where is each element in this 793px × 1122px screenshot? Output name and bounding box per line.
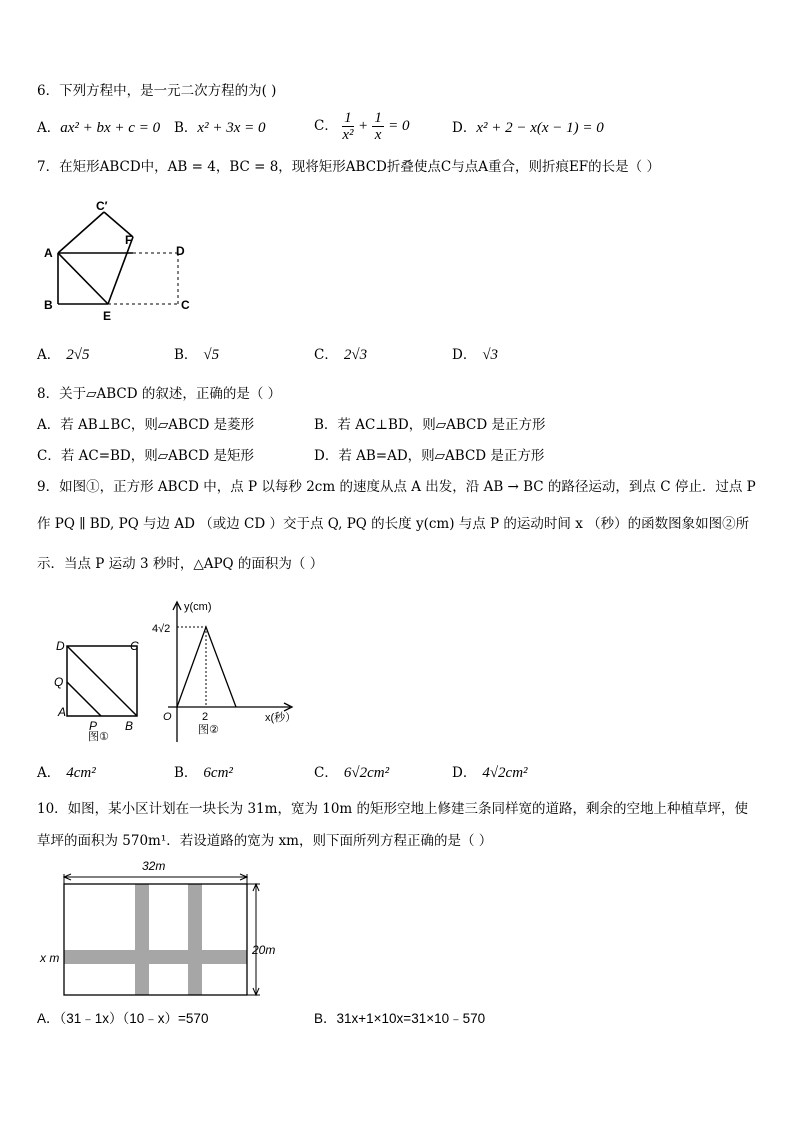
q6-option-c-fraction-2: $\frac{1}{x}$ <box>374 110 382 143</box>
q9-line-1: 9．如图①，正方形 ABCD 中，点 P 以每秒 2cm 的速度从点 A 出发，沿 AB → BC 的路径运动，到点 C 停止．过点 P <box>37 479 756 495</box>
q7-label-d: D <box>176 244 185 258</box>
q9-fig2-origin: O <box>163 711 172 723</box>
q9-fig2-xtick: 2 <box>202 711 209 723</box>
q9-option-b: B． 6cm² <box>174 765 233 781</box>
q9-figure-1 <box>50 636 148 742</box>
q7-stem: 7．在矩形ABCD中，AB = 4，BC = 8，现将矩形ABCD折叠使点C与点A重合，则折痕EF的长是（ ） <box>37 159 660 175</box>
q6-option-d-label: D． <box>452 120 477 136</box>
q10-option-b: B．31x+1×10x=31×10﹣570 <box>314 1011 486 1026</box>
q6-stem: 6．下列方程中，是一元二次方程的为( ) <box>37 83 277 99</box>
q9-fig1-label-c: C <box>130 639 139 653</box>
q8-option-a: A．若 AB⊥BC，则▱ABCD 是菱形 <box>37 417 255 433</box>
q9-fig1-label-b: B <box>125 719 134 733</box>
q7-option-a: A． 2√5 <box>37 347 90 363</box>
q6-option-c-label: C． <box>314 118 338 134</box>
q6-option-b <box>174 119 265 137</box>
q6-option-d <box>452 119 604 137</box>
q7-option-b: B． √5 <box>174 347 220 363</box>
q9-fig2-ylabel: y(cm) <box>184 601 212 613</box>
q6-option-b-expr: x² + 3x = 0 <box>197 120 266 136</box>
q7-label-f: F <box>125 233 133 247</box>
q6-option-a <box>37 119 160 137</box>
q6-option-c-fraction-1: $\frac{1}{\text{x²}}$ <box>342 110 354 143</box>
q9-fig1-label-p: P <box>89 719 98 733</box>
q10-label-top: 32m <box>142 859 166 873</box>
q8-option-b: B．若 AC⊥BD，则▱ABCD 是正方形 <box>314 417 546 433</box>
q7-label-e: E <box>103 309 112 323</box>
q10-option-a: A．（31﹣1x）（10﹣x）=570 <box>37 1011 209 1026</box>
q10-label-right: 20m <box>252 943 276 957</box>
q7-figure <box>38 198 198 324</box>
q10-figure <box>34 856 284 1002</box>
q7-option-c: C． 2√3 <box>314 347 368 363</box>
q8-option-c: C．若 AC=BD，则▱ABCD 是矩形 <box>37 448 255 464</box>
q10-label-left: x m <box>40 951 60 965</box>
q9-fig1-label-q: Q <box>54 675 64 689</box>
q9-line-3: 示．当点 P 运动 3 秒时，△APQ 的面积为（ ） <box>37 556 324 572</box>
q6-option-d-expr: x² + 2 − x(x − 1) = 0 <box>476 120 604 136</box>
q9-option-c: C． 6√2cm² <box>314 765 390 781</box>
q9-option-d: D． 4√2cm² <box>452 765 528 781</box>
q9-fig1-label-a: A <box>58 705 67 719</box>
q9-fig1-label-d: D <box>56 639 65 653</box>
q7-label-c-prime: C′ <box>96 199 108 213</box>
q7-label-a: A <box>44 246 53 260</box>
q7-label-b: B <box>44 298 53 312</box>
q7-option-d: D． √3 <box>452 347 499 363</box>
q9-figure-2 <box>150 596 300 746</box>
q6-option-a-expr: ax² + bx + c = 0 <box>60 120 161 136</box>
q6-option-b-label: B． <box>174 120 198 136</box>
q9-fig1-caption: 图① <box>88 731 109 742</box>
q9-fig2-caption: 图② <box>198 724 219 736</box>
q8-option-d: D．若 AB=AD，则▱ABCD 是正方形 <box>314 448 545 464</box>
q9-fig2-ytick: 4√2 <box>152 623 171 635</box>
q9-option-a: A． 4cm² <box>37 765 96 781</box>
q9-line-2: 作 PQ ∥ BD, PQ 与边 AD （或边 CD ）交于点 Q, PQ 的长度 y(cm) 与点 P 的运动时间 x （秒）的函数图象如图②所 <box>37 516 750 532</box>
q6-option-a-label: A． <box>37 120 61 136</box>
q10-line-1: 10．如图，某小区计划在一块长为 31m，宽为 10m 的矩形空地上修建三条同样宽的道路，剩余的空地上种植草坪，使 <box>37 801 749 817</box>
q7-label-c: C <box>181 298 190 312</box>
q8-stem: 8．关于▱ABCD 的叙述，正确的是（ ） <box>37 386 282 402</box>
q6-option-c: C． $\frac{1}{\text{x²}}$ + $\frac{1}{x}$ = 0 <box>314 110 410 143</box>
q9-fig2-xlabel: x(秒） <box>265 712 297 724</box>
q10-line-2: 草坪的面积为 570m¹．若设道路的宽为 xm，则下面所列方程正确的是（ ） <box>37 833 493 849</box>
